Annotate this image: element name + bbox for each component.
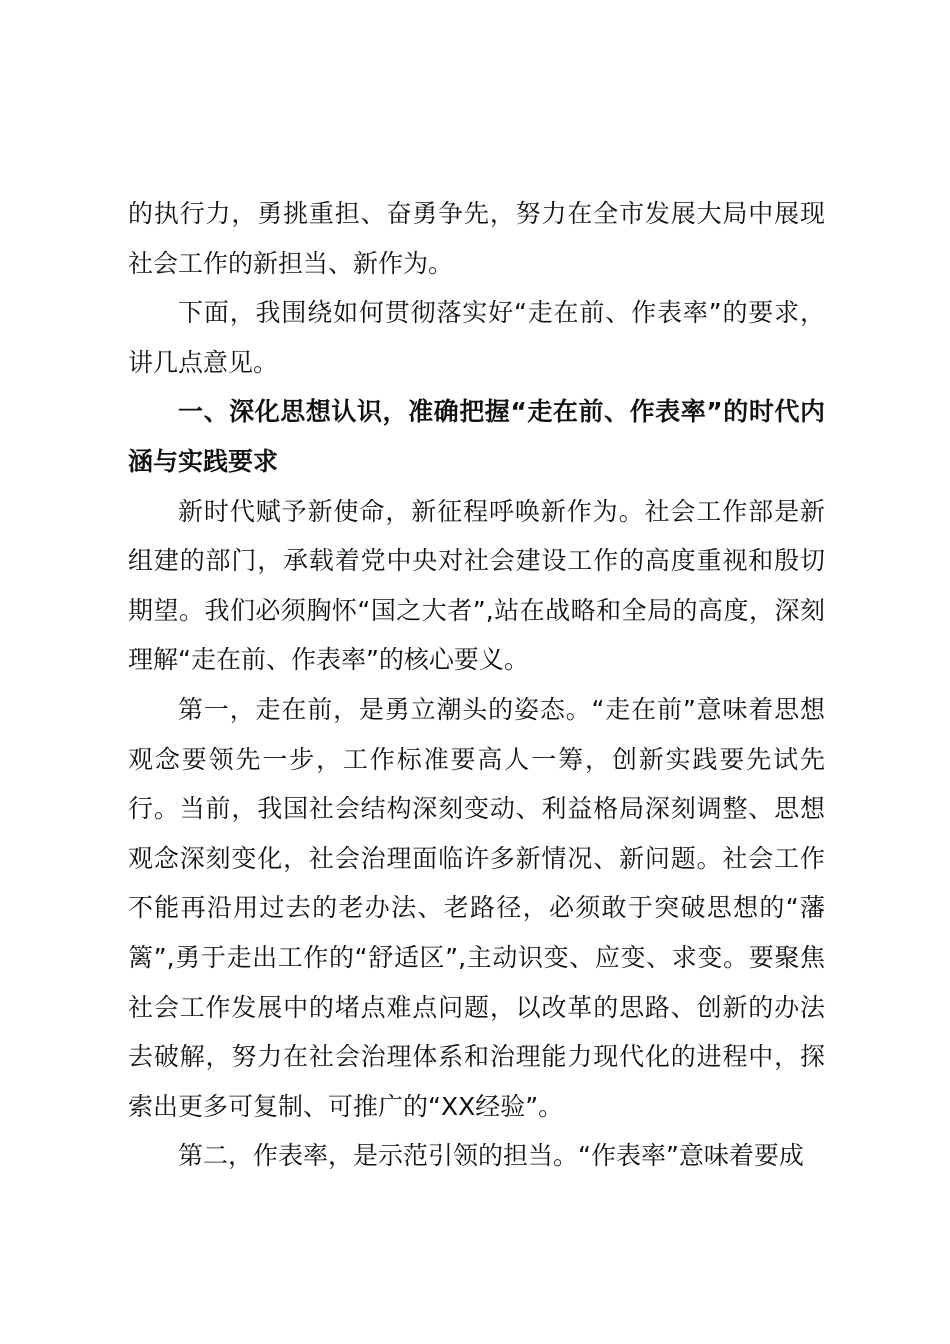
- paragraph-point-one: 第一，走在前，是勇立潮头的姿态。“走在前”意味着思想观念要领先一步，工作标准要高人一筹，创新实践要先试先行。当前，我国社会结构深刻变动、利益格局深刻调整、思想观念深刻变化，社会治理面临许多新情况、新问题。社会工作不能再沿用过去的老办法、老路径，必须敢于突破思想的“藩篱”,勇于走出工作的“舒适区”,主动识变、应变、求变。要聚焦社会工作发展中的堵点难点问题，以改革的思路、创新的办法去破解，努力在社会治理体系和治理能力现代化的进程中，探索出更多可复制、可推广的“XX经验”。: [128, 694, 825, 1121]
- section-heading-1: 一、深化思想认识，准确把握“走在前、作表率”的时代内涵与实践要求: [128, 397, 825, 476]
- paragraph-continuation: 的执行力，勇挑重担、奋勇争先，努力在全市发展大局中展现社会工作的新担当、新作为。: [128, 199, 825, 278]
- paragraph-intro: 下面，我围绕如何贯彻落实好“走在前、作表率”的要求，讲几点意见。: [128, 298, 825, 377]
- paragraph-new-era: 新时代赋予新使命，新征程呼唤新作为。社会工作部是新组建的部门，承载着党中央对社会建设工作的高度重视和殷切期望。我们必须胸怀“国之大者”,站在战略和全局的高度，深刻理解“走在前、作表率”的核心要义。: [128, 496, 825, 675]
- paragraph-point-two: 第二，作表率，是示范引领的担当。“作表率”意味着要成: [178, 1141, 804, 1171]
- document-body: [128, 189, 825, 1181]
